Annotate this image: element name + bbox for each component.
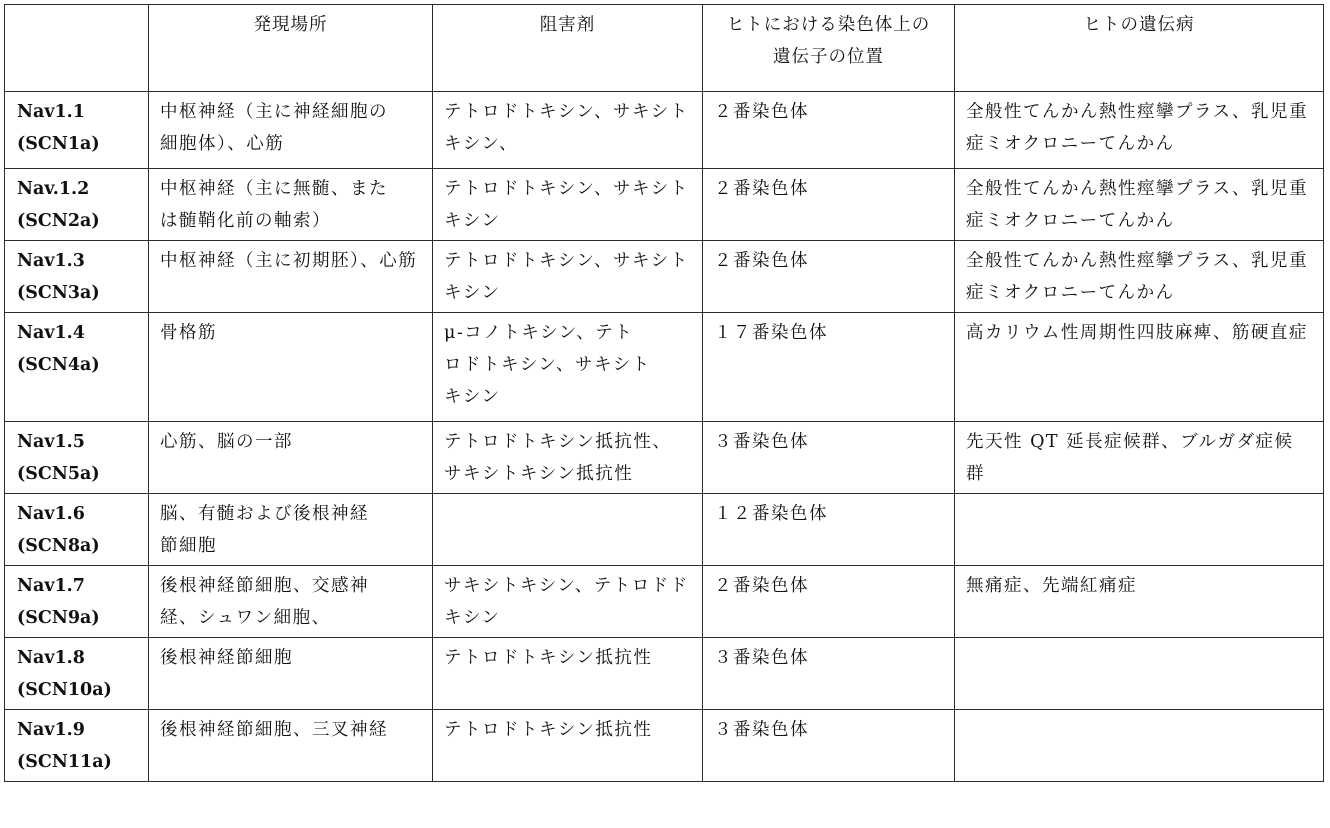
disease-cell	[955, 494, 1324, 566]
disease-cell-text: 高カリウム性周期性四肢麻痺、筋硬直症	[966, 323, 1308, 343]
disease-cell	[955, 241, 1324, 313]
channel-cell	[5, 169, 149, 241]
inhibitor-cell-text: テトロドトキシン抵抗性、 サキシトキシン抵抗性	[444, 432, 672, 484]
table-row	[5, 241, 1324, 313]
gene-name: (SCN1a)	[17, 134, 100, 154]
channel-cell	[5, 638, 149, 710]
header-cell-empty	[5, 5, 149, 92]
disease-cell	[955, 92, 1324, 169]
location-cell	[149, 422, 433, 494]
inhibitor-cell	[433, 169, 703, 241]
chromosome-cell-text: ２番染色体	[714, 251, 809, 271]
gene-name: (SCN2a)	[17, 211, 100, 231]
chromosome-cell	[703, 494, 955, 566]
channel-cell	[5, 313, 149, 422]
inhibitor-cell-text: テトロドトキシン、サキシト キシン	[444, 179, 689, 231]
location-cell	[149, 566, 433, 638]
header-cell-inhibitor: 阻害剤	[433, 5, 703, 92]
table-row	[5, 566, 1324, 638]
table-row	[5, 169, 1324, 241]
header-row	[5, 5, 1324, 92]
table-row	[5, 494, 1324, 566]
table-row	[5, 638, 1324, 710]
location-cell	[149, 313, 433, 422]
inhibitor-cell-text: テトロドトキシン抵抗性	[444, 648, 653, 668]
channel-name: Nav1.9	[17, 720, 85, 740]
inhibitor-cell	[433, 92, 703, 169]
gene-name: (SCN10a)	[17, 680, 112, 700]
location-cell-text: 後根神経節細胞	[160, 648, 293, 668]
chromosome-cell	[703, 92, 955, 169]
chromosome-cell-text: １７番染色体	[714, 323, 828, 343]
channel-name: Nav1.7	[17, 576, 85, 596]
disease-cell	[955, 169, 1324, 241]
location-cell	[149, 92, 433, 169]
inhibitor-cell-text: テトロドトキシン、サキシト キシン、	[444, 102, 689, 154]
location-cell-text: 骨格筋	[160, 323, 217, 343]
gene-name: (SCN3a)	[17, 283, 100, 303]
disease-cell-text: 全般性てんかん熱性痙攣プラス、乳児重 症ミオクロニーてんかん	[966, 251, 1308, 303]
disease-cell	[955, 313, 1324, 422]
location-cell	[149, 710, 433, 782]
header-cell-disease: ヒトの遺伝病	[955, 5, 1324, 92]
chromosome-cell-text: ２番染色体	[714, 102, 809, 122]
table-row	[5, 710, 1324, 782]
chromosome-cell	[703, 169, 955, 241]
chromosome-cell-text: ３番染色体	[714, 648, 809, 668]
channel-cell	[5, 710, 149, 782]
inhibitor-cell-text: テトロドトキシン、サキシト キシン	[444, 251, 689, 303]
gene-name: (SCN11a)	[17, 752, 112, 772]
location-cell	[149, 638, 433, 710]
channel-cell	[5, 566, 149, 638]
inhibitor-cell-text: サキシトキシン、テトロドド キシン	[444, 576, 689, 628]
inhibitor-cell	[433, 710, 703, 782]
channel-cell	[5, 92, 149, 169]
header-cell-location: 発現場所	[149, 5, 433, 92]
table-body	[5, 92, 1324, 782]
channel-cell	[5, 422, 149, 494]
chromosome-cell-text: ２番染色体	[714, 179, 809, 199]
channel-name: Nav1.3	[17, 251, 85, 271]
channel-cell	[5, 494, 149, 566]
channel-cell	[5, 241, 149, 313]
disease-cell-text: 無痛症、先端紅痛症	[966, 576, 1137, 596]
inhibitor-cell	[433, 566, 703, 638]
chromosome-cell	[703, 241, 955, 313]
location-cell-text: 心筋、脳の一部	[160, 432, 293, 452]
channel-name: Nav1.8	[17, 648, 85, 668]
chromosome-cell-text: １２番染色体	[714, 504, 828, 524]
location-cell	[149, 169, 433, 241]
inhibitor-cell	[433, 494, 703, 566]
table-row	[5, 313, 1324, 422]
inhibitor-cell-text: テトロドトキシン抵抗性	[444, 720, 653, 740]
location-cell-text: 中枢神経（主に初期胚）、心筋	[160, 251, 418, 271]
disease-cell-text: 先天性 QT 延長症候群、ブルガダ症候 群	[966, 432, 1294, 484]
chromosome-cell-text: ３番染色体	[714, 720, 809, 740]
chromosome-cell	[703, 313, 955, 422]
chromosome-cell	[703, 422, 955, 494]
location-cell-text: 脳、有髄および後根神経 節細胞	[160, 504, 369, 556]
location-cell-text: 後根神経節細胞、三叉神経	[160, 720, 388, 740]
chromosome-cell	[703, 710, 955, 782]
chromosome-cell	[703, 566, 955, 638]
gene-name: (SCN9a)	[17, 608, 100, 628]
disease-cell	[955, 566, 1324, 638]
location-cell-text: 後根神経節細胞、交感神 経、シュワン細胞、	[160, 576, 369, 628]
chromosome-cell-text: ３番染色体	[714, 432, 809, 452]
sodium-channel-table	[4, 4, 1324, 782]
gene-name: (SCN4a)	[17, 355, 100, 375]
disease-cell	[955, 638, 1324, 710]
channel-name: Nav1.5	[17, 432, 85, 452]
inhibitor-cell	[433, 241, 703, 313]
chromosome-cell	[703, 638, 955, 710]
table-row	[5, 422, 1324, 494]
channel-name: Nav1.1	[17, 102, 85, 122]
chromosome-cell-text: ２番染色体	[714, 576, 809, 596]
location-cell	[149, 494, 433, 566]
inhibitor-cell	[433, 422, 703, 494]
disease-cell	[955, 710, 1324, 782]
header-cell-chromosome: ヒトにおける染色体上の 遺伝子の位置	[703, 5, 955, 92]
table-row	[5, 92, 1324, 169]
disease-cell-text: 全般性てんかん熱性痙攣プラス、乳児重 症ミオクロニーてんかん	[966, 179, 1308, 231]
gene-name: (SCN8a)	[17, 536, 100, 556]
location-cell-text: 中枢神経（主に無髄、また は髄鞘化前の軸索）	[160, 179, 388, 231]
location-cell	[149, 241, 433, 313]
inhibitor-cell-text: μ-コノトキシン、テト ロドトキシン、サキシト キシン	[444, 323, 651, 407]
inhibitor-cell	[433, 638, 703, 710]
channel-name: Nav1.4	[17, 323, 85, 343]
disease-cell-text: 全般性てんかん熱性痙攣プラス、乳児重 症ミオクロニーてんかん	[966, 102, 1308, 154]
location-cell-text: 中枢神経（主に神経細胞の 細胞体）、心筋	[160, 102, 388, 154]
channel-name: Nav.1.2	[17, 179, 90, 199]
inhibitor-cell	[433, 313, 703, 422]
gene-name: (SCN5a)	[17, 464, 100, 484]
channel-name: Nav1.6	[17, 504, 85, 524]
disease-cell	[955, 422, 1324, 494]
